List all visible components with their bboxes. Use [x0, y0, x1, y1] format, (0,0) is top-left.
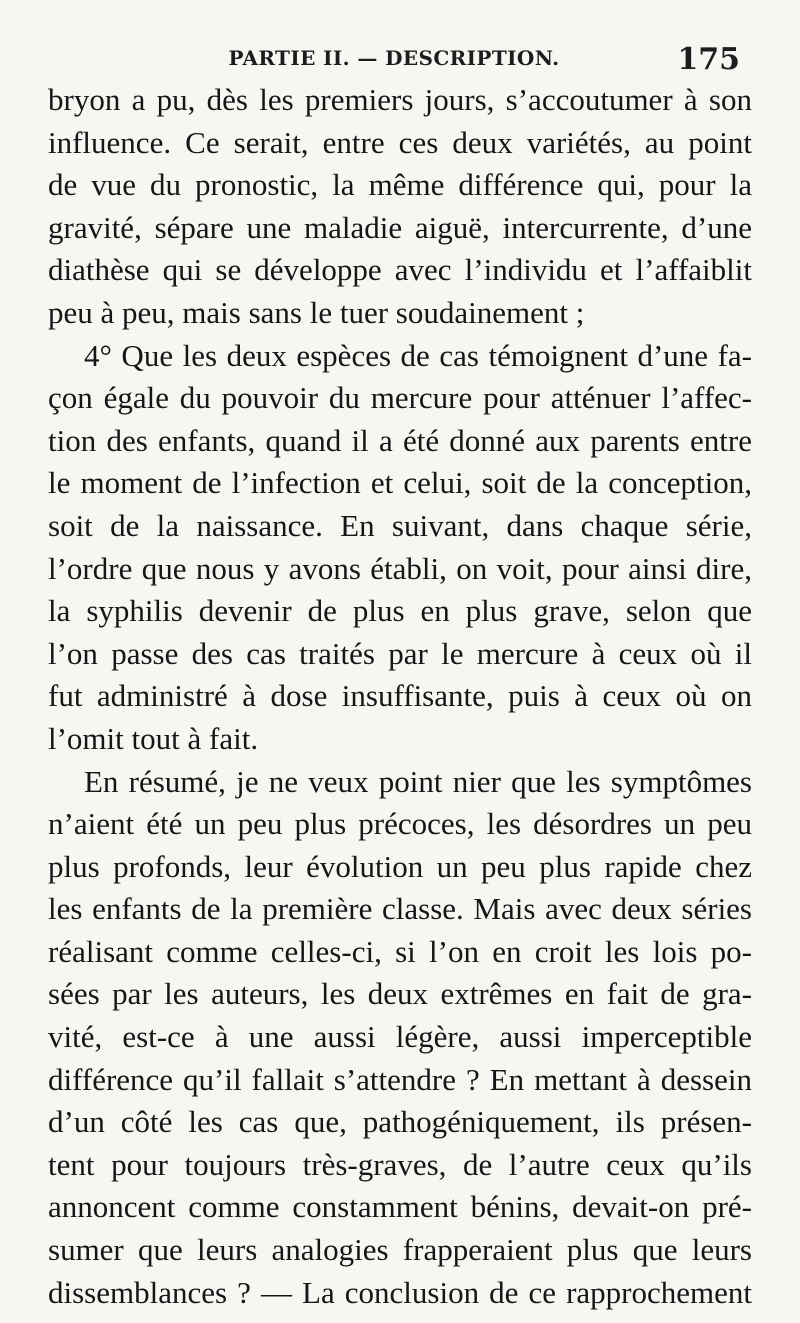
body-text — [48, 79, 752, 1314]
text-line-16: l’omit tout à fait. — [48, 720, 259, 756]
text-line-21: réalisant comme celles-ci, si l’on en croit les lois po- — [48, 933, 752, 969]
text-line-13: la syphilis devenir de plus en plus grave, selon que — [48, 593, 752, 629]
text-line-9: tion des enfants, quand il a été donné aux parents entre — [48, 422, 752, 458]
text-line-24: différence qu’il fallait s’attendre ? En mettant à dessein — [48, 1061, 752, 1097]
text-line-22: sées par les auteurs, les deux extrêmes en fait de gra- — [48, 976, 752, 1012]
text-line-8: çon égale du pouvoir du mercure pour atténuer l’affec- — [48, 380, 752, 416]
text-line-28: sumer que leurs analogies frapperaient plus que leurs — [48, 1232, 752, 1268]
running-head — [48, 42, 740, 78]
page-number: 175 — [677, 42, 740, 77]
text-line-27: annoncent comme constamment bénins, devait-on pré- — [48, 1189, 752, 1225]
text-line-29: dissemblances ? — La conclusion de ce rapprochement — [48, 1274, 752, 1310]
text-line-2: influence. Ce serait, entre ces deux variétés, au point — [48, 124, 752, 160]
text-line-19: plus profonds, leur évolution un peu plus rapide chez — [48, 848, 752, 884]
text-line-20: les enfants de la première classe. Mais avec deux séries — [48, 891, 752, 927]
text-line-1: bryon a pu, dès les premiers jours, s’accoutumer à son — [48, 82, 752, 117]
text-line-12: l’ordre que nous y avons établi, on voit, pour ainsi dire, — [48, 550, 752, 586]
text-line-7: 4° Que les deux espèces de cas témoignent d’une fa- — [84, 337, 752, 373]
running-title: PARTIE II. — DESCRIPTION. — [228, 46, 560, 70]
text-line-15: fut administré à dose insuffisante, puis à ceux où on — [48, 678, 752, 714]
text-line-3: de vue du pronostic, la même différence qui, pour la — [48, 167, 752, 203]
text-line-10: le moment de l’infection et celui, soit de la conception, — [48, 465, 752, 501]
text-line-4: gravité, sépare une maladie aiguë, intercurrente, d’une — [48, 209, 752, 245]
text-line-18: n’aient été un peu plus précoces, les désordres un peu — [48, 806, 752, 842]
text-line-25: d’un côté les cas que, pathogéniquement, ils présen- — [48, 1104, 752, 1140]
text-line-14: l’on passe des cas traités par le mercure à ceux où il — [48, 635, 752, 671]
text-line-5: diathèse qui se développe avec l’individu et l’affaiblit — [48, 252, 752, 288]
text-line-17: En résumé, je ne veux point nier que les symptômes — [84, 763, 752, 799]
text-line-23: vité, est-ce à une aussi légère, aussi imperceptible — [48, 1019, 752, 1055]
text-line-11: soit de la naissance. En suivant, dans chaque série, — [48, 507, 752, 543]
text-line-6: peu à peu, mais sans le tuer soudainement ; — [48, 294, 585, 330]
text-line-26: tent pour toujours très-graves, de l’autre ceux qu’ils — [48, 1146, 752, 1182]
